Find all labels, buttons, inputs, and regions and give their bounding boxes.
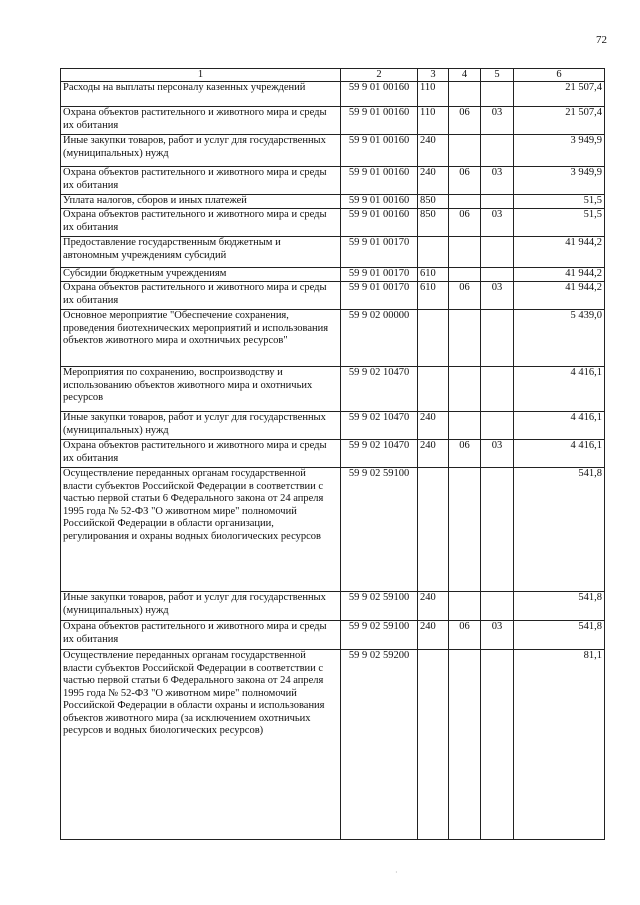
table-row [61,282,605,310]
header-col-4: 4 [449,69,481,82]
row-expense-type [418,310,449,367]
row-expense-type: 240 [418,412,449,440]
row-name: Иные закупки товаров, работ и услуг для государственных (муниципальных) нужд [61,412,341,440]
row-section: 06 [449,282,481,310]
row-amount: 41 944,2 [514,268,605,282]
row-subsection: 03 [481,621,514,650]
row-name: Иные закупки товаров, работ и услуг для государственных (муниципальных) нужд [61,592,341,621]
row-expense-type: 610 [418,282,449,310]
row-amount: 21 507,4 [514,82,605,107]
row-name: Охрана объектов растительного и животного мира и среды их обитания [61,167,341,195]
header-col-3: 3 [418,69,449,82]
table-row [61,468,605,592]
row-amount: 3 949,9 [514,135,605,167]
row-target-code: 59 9 01 00160 [341,167,418,195]
row-subsection: 03 [481,282,514,310]
row-name: Охрана объектов растительного и животного мира и среды их обитания [61,107,341,135]
table-row [61,209,605,237]
row-name: Охрана объектов растительного и животного мира и среды их обитания [61,621,341,650]
table-row [61,440,605,468]
row-amount: 21 507,4 [514,107,605,135]
row-subsection [481,650,514,840]
header-row [61,69,605,82]
table-row [61,195,605,209]
row-target-code: 59 9 01 00170 [341,237,418,268]
row-amount: 541,8 [514,468,605,592]
row-target-code: 59 9 02 59100 [341,621,418,650]
row-section: 06 [449,440,481,468]
table-body [61,82,605,840]
row-target-code: 59 9 02 10470 [341,440,418,468]
row-expense-type [418,468,449,592]
row-subsection [481,468,514,592]
row-expense-type: 240 [418,440,449,468]
row-target-code: 59 9 01 00160 [341,135,418,167]
row-target-code: 59 9 02 59100 [341,592,418,621]
row-section [449,412,481,440]
table-row [61,82,605,107]
table-row [61,592,605,621]
row-section [449,195,481,209]
row-expense-type [418,237,449,268]
row-amount: 41 944,2 [514,237,605,268]
row-subsection [481,237,514,268]
row-section: 06 [449,107,481,135]
row-section [449,237,481,268]
row-expense-type: 240 [418,592,449,621]
row-subsection: 03 [481,209,514,237]
row-amount: 5 439,0 [514,310,605,367]
row-expense-type: 240 [418,621,449,650]
row-subsection [481,592,514,621]
row-section: 06 [449,167,481,195]
row-subsection: 03 [481,440,514,468]
row-section [449,268,481,282]
row-target-code: 59 9 01 00170 [341,268,418,282]
row-target-code: 59 9 02 00000 [341,310,418,367]
table-row [61,237,605,268]
row-name: Иные закупки товаров, работ и услуг для государственных (муниципальных) нужд [61,135,341,167]
row-amount: 4 416,1 [514,367,605,412]
row-target-code: 59 9 01 00160 [341,195,418,209]
row-amount: 41 944,2 [514,282,605,310]
row-section [449,650,481,840]
row-name: Уплата налогов, сборов и иных платежей [61,195,341,209]
row-name: Субсидии бюджетным учреждениям [61,268,341,282]
row-target-code: 59 9 02 59100 [341,468,418,592]
row-amount: 81,1 [514,650,605,840]
row-name: Охрана объектов растительного и животного мира и среды их обитания [61,209,341,237]
row-amount: 51,5 [514,195,605,209]
row-subsection [481,412,514,440]
row-expense-type [418,367,449,412]
row-amount: 541,8 [514,592,605,621]
row-name: Основное мероприятие "Обеспечение сохранения, проведения биотехнических мероприятий и использования объектов животного мира и охотничьих ресурсов" [61,310,341,367]
row-subsection [481,310,514,367]
row-name: Расходы на выплаты персоналу казенных учреждений [61,82,341,107]
header-col-2: 2 [341,69,418,82]
row-name: Осуществление переданных органам государственной власти субъектов Российской Федерации в соответствии с частью первой статьи 6 Федерального закона от 24 апреля 1995 года № 52-ФЗ "О животном мире" полномочий Российской Федерации в области охраны и использования объектов животного мира (за исключением охотничьих ресурсов и водных биологических ресурсов) [61,650,341,840]
row-section [449,135,481,167]
row-section [449,592,481,621]
table-row [61,167,605,195]
row-expense-type: 610 [418,268,449,282]
row-section: 06 [449,209,481,237]
row-target-code: 59 9 02 59200 [341,650,418,840]
row-name: Предоставление государственным бюджетным и автономным учреждениям субсидий [61,237,341,268]
row-expense-type: 110 [418,82,449,107]
row-amount: 541,8 [514,621,605,650]
row-name: Мероприятия по сохранению, воспроизводству и использованию объектов животного мира и охотничьих ресурсов [61,367,341,412]
scan-dot: · [395,868,398,877]
header-col-5: 5 [481,69,514,82]
row-subsection: 03 [481,167,514,195]
row-expense-type: 110 [418,107,449,135]
header-col-1: 1 [61,69,341,82]
row-subsection [481,268,514,282]
page-number: 72 [596,34,607,46]
row-name: Охрана объектов растительного и животного мира и среды их обитания [61,282,341,310]
row-expense-type: 850 [418,209,449,237]
row-name: Осуществление переданных органам государственной власти субъектов Российской Федерации в соответствии с частью первой статьи 6 Федерального закона от 24 апреля 1995 года № 52-ФЗ "О животном мире" полномочий Российской Федерации в области организации, регулирования и охраны водных биологических ресурсов [61,468,341,592]
row-subsection: 03 [481,107,514,135]
row-section [449,367,481,412]
row-section [449,82,481,107]
row-subsection [481,195,514,209]
row-expense-type [418,650,449,840]
table-row [61,107,605,135]
header-col-6: 6 [514,69,605,82]
table-row [61,268,605,282]
row-expense-type: 850 [418,195,449,209]
table-row [61,367,605,412]
table-row [61,621,605,650]
table-row [61,650,605,840]
row-section [449,468,481,592]
row-amount: 51,5 [514,209,605,237]
row-target-code: 59 9 02 10470 [341,367,418,412]
row-name: Охрана объектов растительного и животного мира и среды их обитания [61,440,341,468]
row-section [449,310,481,367]
row-subsection [481,367,514,412]
row-target-code: 59 9 01 00160 [341,107,418,135]
row-target-code: 59 9 02 10470 [341,412,418,440]
row-expense-type: 240 [418,167,449,195]
row-target-code: 59 9 01 00160 [341,209,418,237]
budget-table [60,68,605,840]
row-target-code: 59 9 01 00170 [341,282,418,310]
row-amount: 3 949,9 [514,167,605,195]
row-section: 06 [449,621,481,650]
row-expense-type: 240 [418,135,449,167]
row-subsection [481,135,514,167]
row-amount: 4 416,1 [514,440,605,468]
table-row [61,412,605,440]
row-subsection [481,82,514,107]
row-target-code: 59 9 01 00160 [341,82,418,107]
table-row [61,310,605,367]
table-row [61,135,605,167]
row-amount: 4 416,1 [514,412,605,440]
